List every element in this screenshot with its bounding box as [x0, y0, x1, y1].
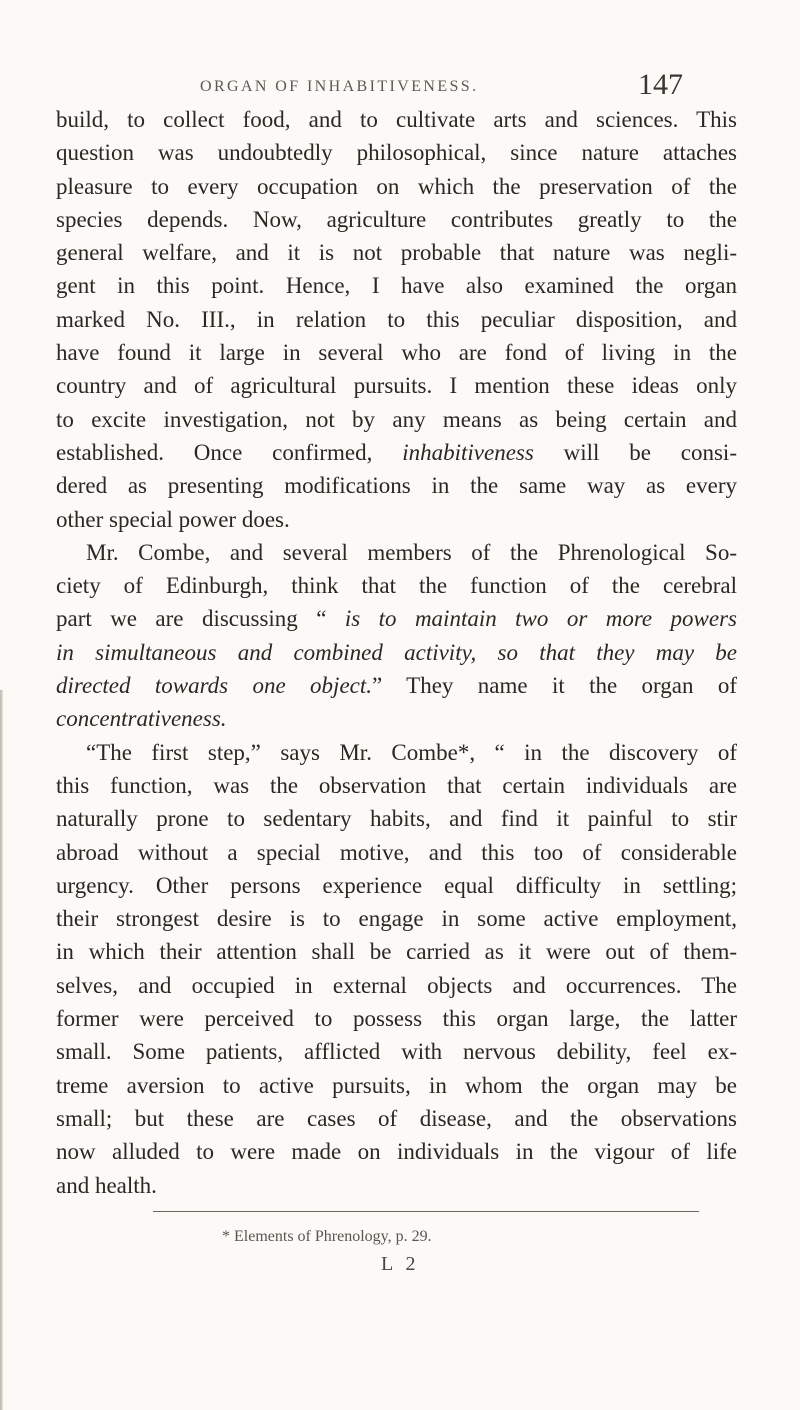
text-line: have found it large in several who are fond of living in the: [56, 340, 737, 366]
text-line: [56, 702, 737, 735]
italic-phrase: concentrativeness.: [56, 706, 227, 732]
text-line: marked No. III., in relation to this peculiar disposition, and: [56, 306, 737, 332]
text-line: country and of agricultural pursuits. I mention these ideas only: [56, 373, 737, 399]
italic-phrase: in simultaneous and combined activity, so that they may be: [56, 639, 737, 665]
text-line: small; but these are cases of disease, and the observations: [56, 1105, 737, 1131]
italic-phrase: is to maintain two or more powers: [344, 606, 737, 632]
running-head: ORGAN OF INHABITIVENESS.: [200, 78, 479, 95]
page-number: 147: [638, 68, 683, 101]
text-line: part we are discussing “ is to maintain two or more powers: [56, 606, 737, 632]
text-line: build, to collect food, and to cultivate arts and sciences. This: [56, 107, 737, 132]
body-text: [56, 103, 737, 1202]
text-line: general welfare, and it is not probable that nature was negli-: [56, 240, 737, 266]
text-line: directed towards one object.” They name it the organ of: [56, 673, 737, 699]
text-line: other special power does.: [56, 506, 290, 532]
text-line: [56, 636, 737, 669]
text-line: small. Some patients, afflicted with nervous debility, feel ex-: [56, 1039, 737, 1065]
binding-edge: [0, 690, 3, 1410]
italic-phrase: directed towards one object.: [56, 673, 373, 699]
text-line: ciety of Edinburgh, think that the function of the cerebral: [56, 573, 737, 599]
text-line: selves, and occupied in external objects and occurrences. The: [56, 972, 737, 998]
text-line: established. Once confirmed, inhabitiveness will be consi-: [56, 439, 737, 465]
text-line: Mr. Combe, and several members of the Phrenological So-: [86, 539, 737, 565]
text-line: gent in this point. Hence, I have also examined the organ: [56, 273, 737, 299]
text-line: their strongest desire is to engage in some active employment,: [56, 906, 737, 932]
text-line: now alluded to were made on individuals in the vigour of life: [56, 1139, 737, 1165]
text-line: dered as presenting modifications in the same way as every: [56, 473, 737, 499]
text-line: and health.: [56, 1172, 157, 1198]
italic-phrase: inhabitiveness: [402, 439, 534, 465]
text-line: naturally prone to sedentary habits, and find it painful to stir: [56, 806, 737, 832]
text-line: treme aversion to active pursuits, in whom the organ may be: [56, 1072, 737, 1098]
footnote: * Elements of Phrenology, p. 29.: [222, 1228, 432, 1245]
text-line: species depends. Now, agriculture contributes greatly to the: [56, 206, 737, 232]
text-line: abroad without a special motive, and this too of considerable: [56, 839, 737, 865]
text-line: “The first step,” says Mr. Combe*, “ in the discovery of: [86, 739, 737, 765]
text-line: pleasure to every occupation on which the preservation of the: [56, 173, 737, 199]
text-line: to excite investigation, not by any means as being certain and: [56, 406, 737, 432]
text-line: former were perceived to possess this organ large, the latter: [56, 1006, 737, 1032]
text-line: urgency. Other persons experience equal difficulty in settling;: [56, 872, 737, 898]
text-line: this function, was the observation that certain individuals are: [56, 772, 737, 798]
text-line: question was undoubtedly philosophical, since nature attaches: [56, 140, 737, 166]
footnote-rule: [153, 1211, 699, 1212]
signature-mark: L 2: [381, 1253, 420, 1275]
text-line: in which their attention shall be carried as it were out of them-: [56, 939, 737, 965]
